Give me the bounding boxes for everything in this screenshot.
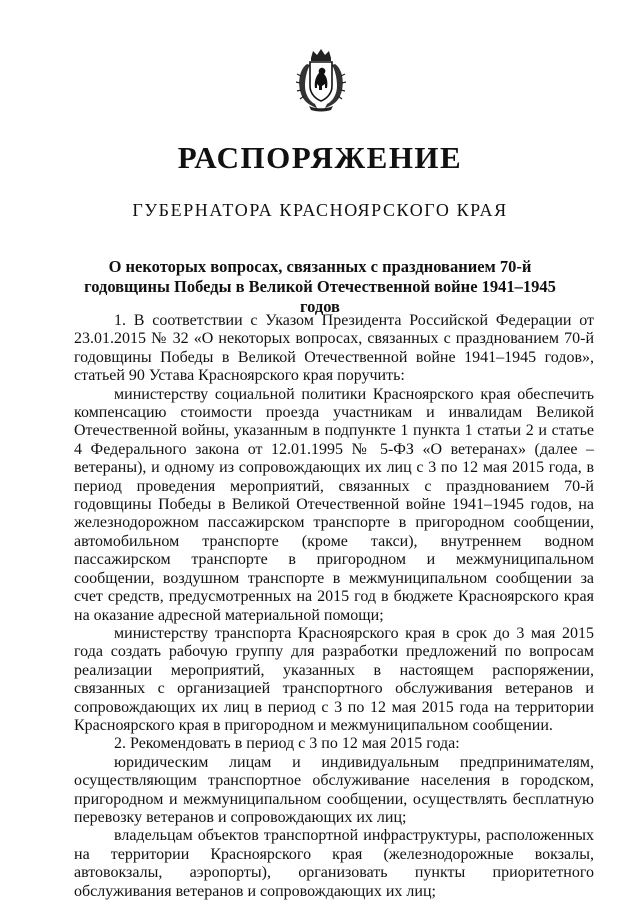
document-body	[74, 312, 594, 901]
paragraph-5: юридическим лицам и индивидуальным предпринимателям, осуществляющим транспортное обслуживание населения в городском, пригородном и межмуниципальном сообщении, осуществлять бесплатную перевозку ветеранов и сопровождающих их лиц;	[74, 753, 594, 826]
document-title: РАСПОРЯЖЕНИЕ	[177, 140, 463, 175]
document-issuer: ГУБЕРНАТОРА КРАСНОЯРСКОГО КРАЯ	[132, 200, 508, 220]
paragraph-4: 2. Рекомендовать в период с 3 по 12 мая 2015 года:	[114, 735, 460, 753]
paragraph-2: министерству социальной политики Красноярского края обеспечить компенсацию стоимости проезда участникам и инвалидам Великой Отечественной войны, указанным в подпункте 1 пункта 1 статьи 2 и статье 4 Федерального закона от 12.01.1995 № 5-ФЗ «О ветеранах» (далее – ветераны), и одному из сопровождающих их лиц с 3 по 12 мая 2015 года, в период проведения мероприятий, связанных с празднованием 70-й годовщины Победы в Великой Отечественной войне 1941–1945 годов, на железнодорожном пассажирском транспорте в пригородном сообщении, автомобильном транспорте (кроме такси), внутреннем водном пассажирском транспорте в пригородном и межмуниципальном сообщении, воздушном транспорте в межмуниципальном сообщении за счет средств, предусмотренных на 2015 год в бюджете Красноярского края на оказание адресной материальной помощи;	[74, 385, 594, 624]
paragraph-3: министерству транспорта Красноярского края в срок до 3 мая 2015 года создать рабочую группу для разработки предложений по вопросам реализации мероприятий, указанных в настоящем распоряжении, связанных с организацией транспортного обслуживания ветеранов и сопровождающих их лиц в период с 3 по 12 мая 2015 года на территории Красноярского края в пригородном и межмуниципальном сообщении.	[74, 624, 594, 734]
document-subject: О некоторых вопросах, связанных с празднованием 70-й годовщины Победы в Великой Отечественной войне 1941–1945 годов	[84, 257, 556, 316]
paragraph-6: владельцам объектов транспортной инфраструктуры, расположенных на территории Красноярского края (железнодорожные вокзалы, автовокзалы, аэропорты), организовать пункты приоритетного обслуживания ветеранов и сопровождающих их лиц;	[74, 827, 594, 900]
paragraph-1: 1. В соответствии с Указом Президента Российской Федерации от 23.01.2015 № 32 «О некоторых вопросах, связанных с празднованием 70-й годовщины Победы в Великой Отечественной войне 1941–1945 годов», статьей 90 Устава Красноярского края поручить:	[74, 312, 594, 385]
coat-of-arms-icon	[295, 48, 347, 112]
